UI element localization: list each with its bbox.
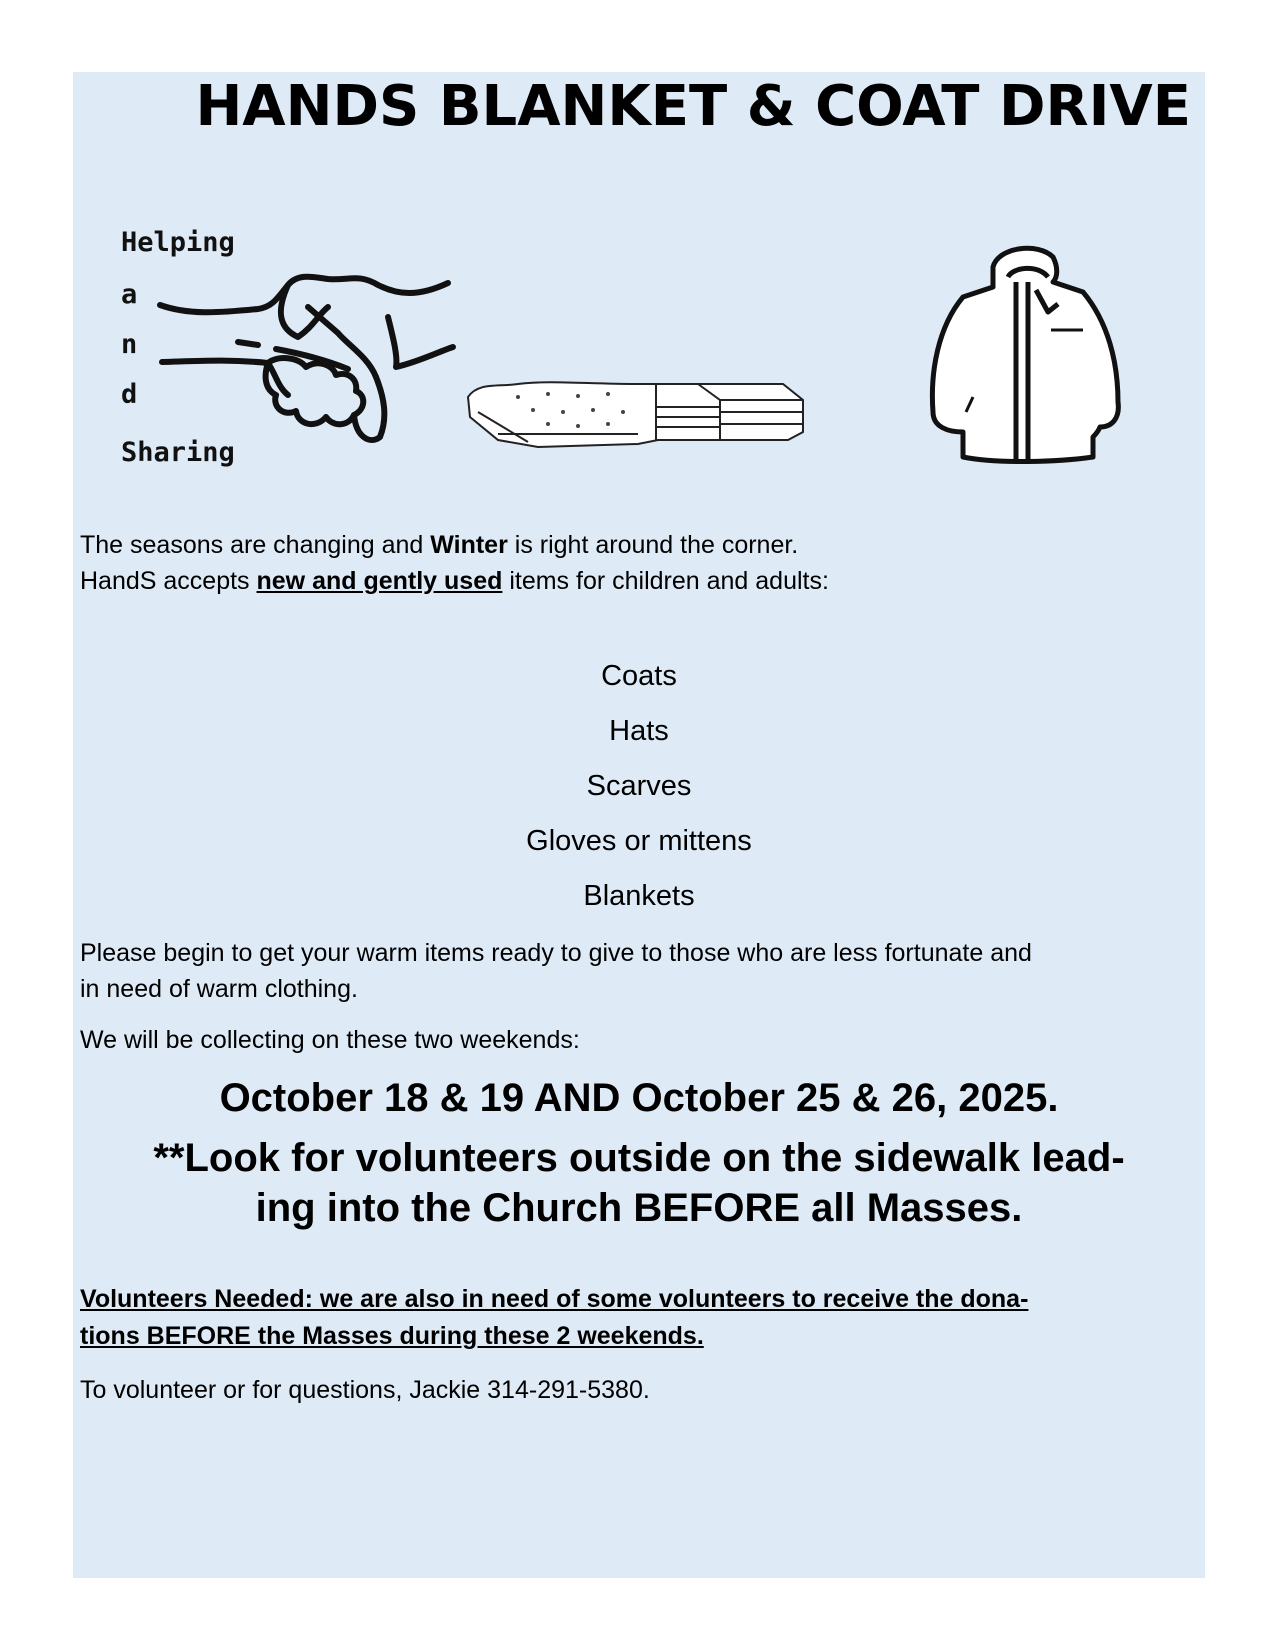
item-hats: Hats: [609, 715, 669, 747]
logo-sharing: Sharing: [121, 437, 235, 468]
handshake-icon: [148, 267, 488, 467]
item-scarves: Scarves: [586, 770, 692, 802]
logo-n: n: [121, 329, 138, 360]
new-gently-used-emphasis: new and gently used: [256, 567, 503, 595]
blankets-icon: [458, 372, 813, 462]
please-line-2: in need of warm clothing.: [80, 975, 358, 1003]
contact-info: To volunteer or for questions, Jackie 314-291-5380.: [80, 1376, 650, 1404]
collection-dates: October 18 & 19 AND October 25 & 26, 2025.: [219, 1076, 1059, 1120]
look-line-1: **Look for volunteers outside on the sidewalk lead-: [153, 1136, 1125, 1180]
item-gloves: Gloves or mittens: [526, 825, 752, 857]
intro-text: HandS accepts: [80, 567, 257, 595]
flyer: [73, 72, 1205, 1578]
look-line-2: ing into the Church BEFORE all Masses.: [255, 1186, 1023, 1230]
intro-line-2: [80, 566, 829, 596]
winter-emphasis: Winter: [430, 531, 508, 559]
volunteers-needed-line-2: tions BEFORE the Masses during these 2 weekends.: [80, 1322, 704, 1350]
item-coats: Coats: [601, 660, 677, 692]
volunteers-needed-line-1: Volunteers Needed: we are also in need of some volunteers to receive the dona-: [80, 1285, 1029, 1313]
intro-line-1: [80, 530, 798, 560]
intro-text: The seasons are changing and: [80, 531, 431, 559]
logo-helping: Helping: [121, 227, 235, 258]
intro-text: is right around the corner.: [507, 531, 799, 559]
logo-a: a: [121, 279, 138, 310]
intro-text: items for children and adults:: [502, 567, 829, 595]
coat-icon: [908, 232, 1138, 472]
collecting-text: We will be collecting on these two weekends:: [80, 1026, 580, 1054]
please-line-1: Please begin to get your warm items ready to give to those who are less fortunate and: [80, 939, 1032, 967]
logo-d: d: [121, 379, 138, 410]
page-title: HANDS BLANKET & COAT DRIVE: [195, 74, 1191, 139]
item-blankets: Blankets: [583, 880, 695, 912]
